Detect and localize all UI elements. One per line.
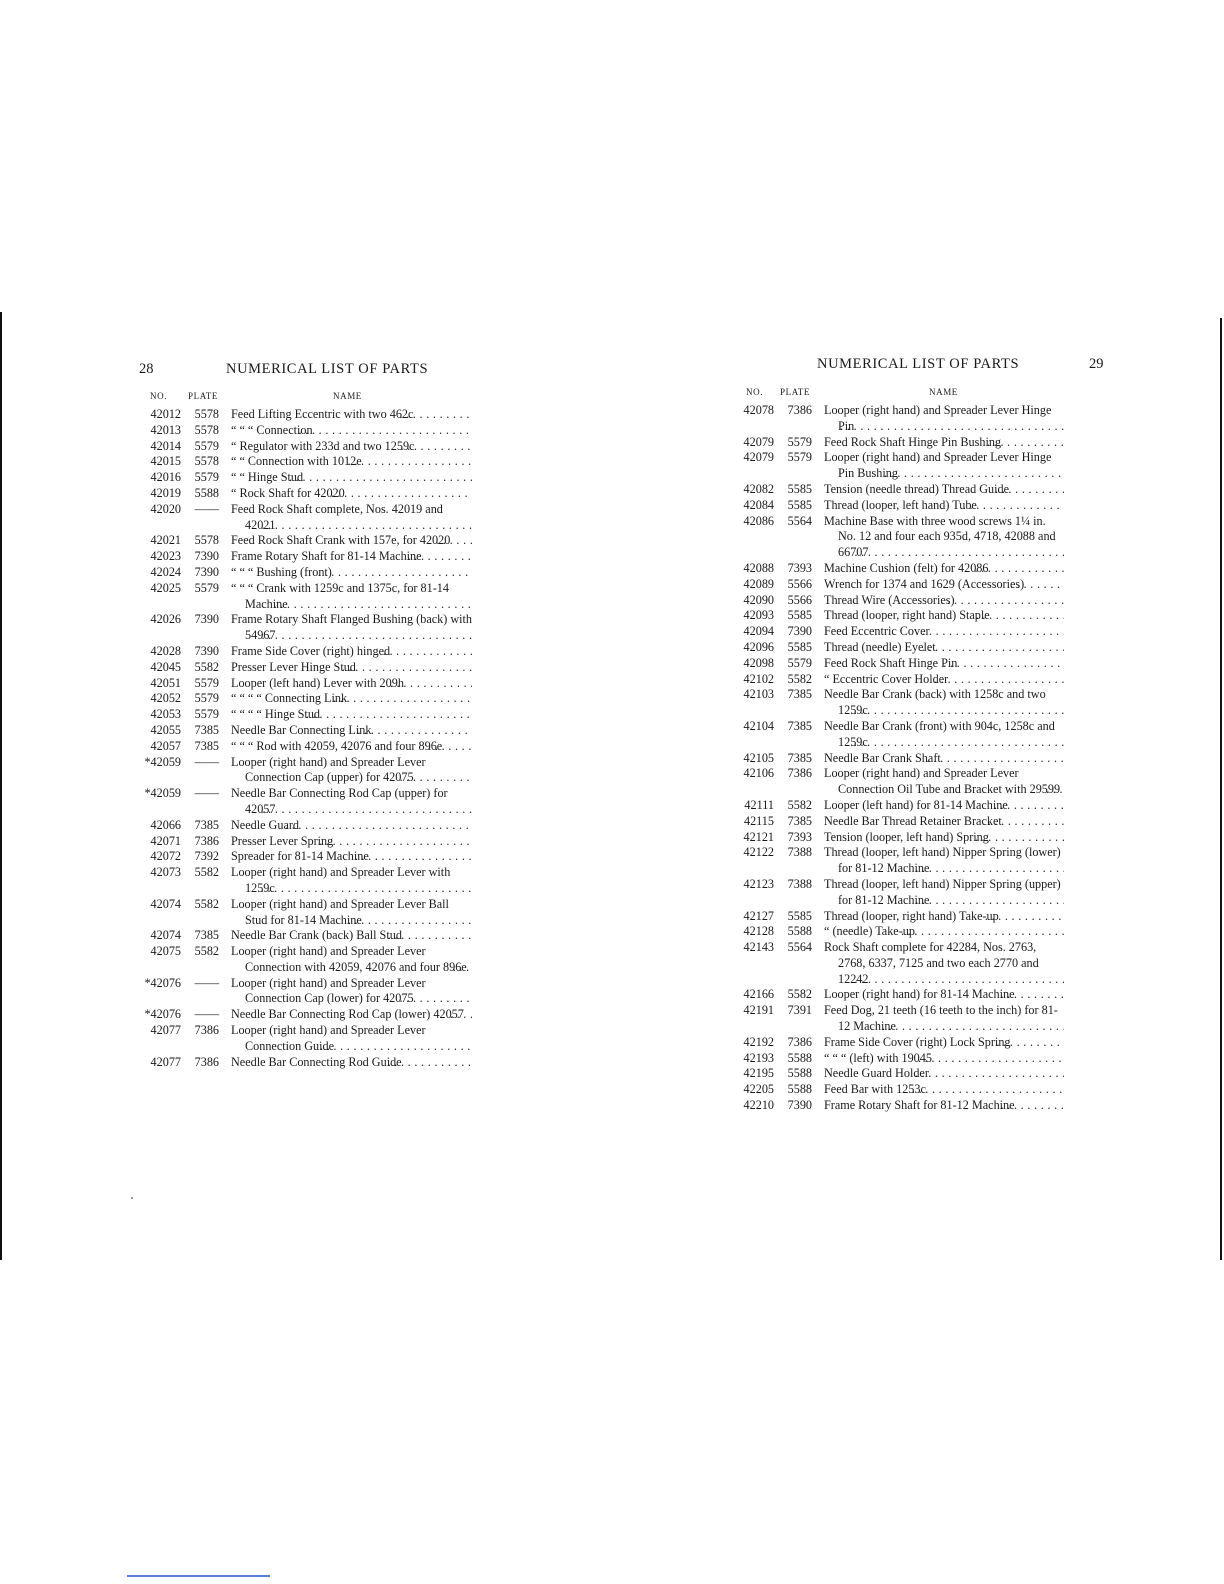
table-row	[734, 924, 1064, 940]
part-number: 42103	[743, 687, 774, 702]
plate-number: 5585	[787, 481, 812, 496]
table-row	[138, 865, 472, 897]
part-number: 42079	[743, 450, 774, 465]
right-page-number: 29	[1089, 356, 1104, 372]
plate-number: 7388	[787, 845, 812, 860]
table-row	[138, 581, 472, 613]
plate-number: 5588	[787, 924, 812, 939]
col-head-plate: PLATE	[188, 391, 218, 401]
part-number: 42079	[743, 434, 774, 449]
col-head-plate: PLATE	[780, 387, 810, 397]
col-head-no: NO.	[746, 387, 764, 397]
part-number: 42102	[743, 671, 774, 686]
part-name: Feed Rock Shaft Hinge Pin Bushing . . .	[824, 435, 1064, 451]
part-name: Presser Lever Spring . . .	[231, 834, 472, 850]
plate-number: 5566	[787, 576, 812, 591]
part-number: 42086	[743, 513, 774, 528]
part-number: 42015	[150, 454, 181, 469]
table-row	[138, 1055, 472, 1071]
part-name: “ “ “ Connection . . .	[231, 423, 472, 439]
part-name: Spreader for 81-14 Machine . . .	[231, 849, 472, 865]
table-row	[734, 719, 1064, 751]
plate-number: 5579	[194, 707, 219, 722]
plate-number: ——	[194, 786, 219, 801]
table-row	[734, 403, 1064, 435]
part-number: 42122	[743, 845, 774, 860]
page-edge-left	[0, 312, 2, 1260]
part-name: Feed Lifting Eccentric with two 462c . . .	[231, 407, 472, 423]
table-row	[138, 423, 472, 439]
part-number: 42105	[743, 750, 774, 765]
plate-number: 5588	[787, 1066, 812, 1081]
part-number: *42059	[144, 754, 181, 769]
table-row	[734, 624, 1064, 640]
plate-number: 5585	[787, 639, 812, 654]
part-name: Needle Bar Crank Shaft . . .	[824, 751, 1064, 767]
part-name: Tension (looper, left hand) Spring . . .	[824, 830, 1064, 846]
plate-number: 7393	[787, 829, 812, 844]
table-row	[734, 672, 1064, 688]
part-name: Needle Bar Thread Retainer Bracket . . .	[824, 814, 1064, 830]
table-row	[138, 486, 472, 502]
plate-number: 5588	[787, 1082, 812, 1097]
table-row	[138, 755, 472, 787]
scan-underline	[127, 1575, 270, 1577]
part-name: “ “ “ “ Connecting Link . . .	[231, 691, 472, 707]
plate-number: 5578	[194, 533, 219, 548]
plate-number: 5585	[787, 497, 812, 512]
table-row	[138, 928, 472, 944]
part-name: Frame Side Cover (right) hinged . . .	[231, 644, 472, 660]
part-number: 42016	[150, 470, 181, 485]
plate-number: 5579	[194, 470, 219, 485]
part-name: “ “ Hinge Stud . . .	[231, 470, 472, 486]
part-name: Feed Eccentric Cover . . .	[824, 624, 1064, 640]
part-name: Looper (right hand) for 81-14 Machine . . .	[824, 987, 1064, 1003]
table-row	[734, 450, 1064, 482]
plate-number: 7386	[787, 1034, 812, 1049]
part-name: Machine Cushion (felt) for 42086 . . .	[824, 561, 1064, 577]
part-number: 42077	[150, 1054, 181, 1069]
plate-number: 5564	[787, 940, 812, 955]
part-name: Looper (left hand) Lever with 209h . . .	[231, 676, 472, 692]
part-number: 42073	[150, 865, 181, 880]
part-number: 42055	[150, 722, 181, 737]
plate-number: 7388	[787, 876, 812, 891]
part-name: “ “ “ Rod with 42059, 42076 and four 896e . . .	[231, 739, 472, 755]
plate-number: ——	[194, 754, 219, 769]
table-row	[138, 1007, 472, 1023]
part-number: 42127	[743, 908, 774, 923]
part-number: 42052	[150, 691, 181, 706]
part-name: Looper (right hand) and Spreader Lever Connection Cap (lower) for 42075 . . .	[231, 976, 472, 1008]
part-number: 42111	[744, 797, 774, 812]
part-name: “ Rock Shaft for 42020 . . .	[231, 486, 472, 502]
table-row	[138, 407, 472, 423]
part-number: 42053	[150, 707, 181, 722]
table-row	[138, 533, 472, 549]
table-row	[734, 1003, 1064, 1035]
table-row	[734, 798, 1064, 814]
table-row	[138, 565, 472, 581]
plate-number: 7390	[194, 549, 219, 564]
right-page-header: NUMERICAL LIST OF PARTS	[817, 356, 1020, 372]
part-name: Looper (right hand) and Spreader Lever with 1259c . . .	[231, 865, 472, 897]
left-page-header: NUMERICAL LIST OF PARTS	[226, 361, 429, 377]
part-name: Frame Side Cover (right) Lock Spring . . .	[824, 1035, 1064, 1051]
part-name: Wrench for 1374 and 1629 (Accessories) . . .	[824, 577, 1064, 593]
plate-number: 7386	[194, 1054, 219, 1069]
part-name: Needle Bar Connecting Link . . .	[231, 723, 472, 739]
part-name: Thread (looper, right hand) Staple . . .	[824, 608, 1064, 624]
part-number: 42106	[743, 766, 774, 781]
table-row	[138, 944, 472, 976]
table-row	[734, 498, 1064, 514]
plate-number: 5579	[787, 655, 812, 670]
plate-number: 5579	[194, 438, 219, 453]
part-number: 42098	[743, 655, 774, 670]
plate-number: 7385	[194, 738, 219, 753]
part-name: Thread (looper, right hand) Take-up . . .	[824, 909, 1064, 925]
part-name: “ Regulator with 233d and two 1259c . . .	[231, 439, 472, 455]
part-number: 42077	[150, 1023, 181, 1038]
table-row	[138, 470, 472, 486]
part-number: 42084	[743, 497, 774, 512]
table-row	[734, 687, 1064, 719]
table-row	[138, 549, 472, 565]
part-name: Feed Rock Shaft complete, Nos. 42019 and 42021 . . .	[231, 502, 472, 534]
part-number: 42166	[743, 987, 774, 1002]
part-number: 42191	[743, 1003, 774, 1018]
plate-number: 7385	[194, 928, 219, 943]
plate-number: 7385	[194, 722, 219, 737]
part-name: Looper (right hand) and Spreader Lever Connection Oil Tube and Bracket with 29599 . . .	[824, 766, 1064, 798]
part-number: 42104	[743, 718, 774, 733]
table-row	[734, 766, 1064, 798]
part-number: 42051	[150, 675, 181, 690]
right-rows	[734, 403, 1064, 1114]
table-row	[734, 656, 1064, 672]
plate-number: 5564	[787, 513, 812, 528]
table-row	[734, 1098, 1064, 1114]
part-name: Feed Dog, 21 teeth (16 teeth to the inch) for 81-12 Machine . . .	[824, 1003, 1064, 1035]
part-number: 42023	[150, 549, 181, 564]
part-name: Feed Rock Shaft Crank with 157e, for 42020 . . .	[231, 533, 472, 549]
part-number: 42072	[150, 849, 181, 864]
plate-number: 5579	[787, 450, 812, 465]
table-row	[734, 830, 1064, 846]
part-number: 42019	[150, 485, 181, 500]
table-row	[138, 439, 472, 455]
part-name: Frame Rotary Shaft for 81-14 Machine . . .	[231, 549, 472, 565]
part-number: 42078	[743, 403, 774, 417]
part-name: Needle Bar Connecting Rod Cap (upper) for 42057 . . .	[231, 786, 472, 818]
plate-number: 5582	[787, 987, 812, 1002]
part-name: “ “ “ (left) with 19045 . . .	[824, 1051, 1064, 1067]
table-row	[734, 1035, 1064, 1051]
plate-number: 7385	[787, 813, 812, 828]
table-row	[138, 454, 472, 470]
part-name: Needle Bar Connecting Rod Cap (lower) 42057 . . .	[231, 1007, 472, 1023]
table-row	[138, 660, 472, 676]
part-number: 42115	[743, 813, 774, 828]
part-number: 42020	[150, 501, 181, 516]
part-name: Needle Bar Crank (back) with 1258c and two 1259c . . .	[824, 687, 1064, 719]
col-head-name: NAME	[929, 387, 958, 397]
part-name: Thread (looper, left hand) Tube . . .	[824, 498, 1064, 514]
table-row	[734, 482, 1064, 498]
plate-number: 7392	[194, 849, 219, 864]
plate-number: 5566	[787, 592, 812, 607]
part-number: 42121	[743, 829, 774, 844]
table-row	[138, 849, 472, 865]
part-name: Needle Bar Crank (back) Ball Stud . . .	[231, 928, 472, 944]
part-name: “ “ “ Bushing (front) . . .	[231, 565, 472, 581]
plate-number: 5582	[194, 865, 219, 880]
part-number: 42210	[743, 1098, 774, 1113]
left-page-number: 28	[139, 361, 154, 377]
page-edge-right	[1220, 318, 1222, 1260]
plate-number: 5588	[787, 1050, 812, 1065]
plate-number: 7385	[194, 817, 219, 832]
part-name: Looper (right hand) and Spreader Lever Hinge Pin . . .	[824, 403, 1064, 435]
plate-number: 5582	[194, 944, 219, 959]
part-name: Needle Guard Holder . . .	[824, 1066, 1064, 1082]
part-number: 42143	[743, 940, 774, 955]
part-number: 42075	[150, 944, 181, 959]
table-row	[138, 691, 472, 707]
table-row	[138, 612, 472, 644]
part-name: “ Eccentric Cover Holder . . .	[824, 672, 1064, 688]
part-name: Presser Lever Hinge Stud . . .	[231, 660, 472, 676]
part-number: 42074	[150, 928, 181, 943]
part-number: 42088	[743, 560, 774, 575]
part-number: 42057	[150, 738, 181, 753]
table-row	[734, 640, 1064, 656]
part-number: 42045	[150, 659, 181, 674]
plate-number: 7390	[787, 1098, 812, 1113]
table-row	[734, 577, 1064, 593]
part-number: 42090	[743, 592, 774, 607]
plate-number: 7386	[787, 766, 812, 781]
part-number: 42012	[150, 407, 181, 421]
part-number: 42094	[743, 624, 774, 639]
part-number: *42059	[144, 786, 181, 801]
plate-number: 7391	[787, 1003, 812, 1018]
plate-number: 7390	[194, 612, 219, 627]
part-name: Needle Bar Connecting Rod Guide . . .	[231, 1055, 472, 1071]
part-number: 42192	[743, 1034, 774, 1049]
part-name: Looper (left hand) for 81-14 Machine . . .	[824, 798, 1064, 814]
table-row	[734, 1051, 1064, 1067]
plate-number: 5579	[194, 675, 219, 690]
plate-number: 7393	[787, 560, 812, 575]
part-name: Tension (needle thread) Thread Guide . . .	[824, 482, 1064, 498]
table-row	[734, 940, 1064, 987]
part-name: Looper (right hand) and Spreader Lever Connection with 42059, 42076 and four 896e . . .	[231, 944, 472, 976]
plate-number: ——	[194, 975, 219, 990]
part-name: Thread Wire (Accessories) . . .	[824, 593, 1064, 609]
part-number: 42193	[743, 1050, 774, 1065]
table-row	[734, 1066, 1064, 1082]
part-name: Frame Rotary Shaft Flanged Bushing (back) with 54967 . . .	[231, 612, 472, 644]
plate-number: 7385	[787, 687, 812, 702]
part-number: 42024	[150, 564, 181, 579]
part-number: 42089	[743, 576, 774, 591]
part-name: “ “ “ Crank with 1259c and 1375c, for 81-14 Machine . . .	[231, 581, 472, 613]
scan-speck	[131, 1197, 133, 1199]
part-name: Looper (right hand) and Spreader Lever Hinge Pin Bushing . . .	[824, 450, 1064, 482]
table-row	[138, 897, 472, 929]
plate-number: 7386	[787, 403, 812, 417]
table-row	[734, 845, 1064, 877]
plate-number: 5579	[194, 691, 219, 706]
plate-number: 5578	[194, 422, 219, 437]
table-row	[734, 561, 1064, 577]
part-number: 42028	[150, 643, 181, 658]
part-name: Frame Rotary Shaft for 81-12 Machine . . .	[824, 1098, 1064, 1114]
part-name: Looper (right hand) and Spreader Lever Connection Guide . . .	[231, 1023, 472, 1055]
table-row	[138, 818, 472, 834]
part-name: “ “ “ “ Hinge Stud . . .	[231, 707, 472, 723]
table-row	[734, 514, 1064, 561]
part-number: 42066	[150, 817, 181, 832]
table-row	[138, 739, 472, 755]
part-number: 42014	[150, 438, 181, 453]
table-row	[138, 676, 472, 692]
plate-number: 5588	[194, 485, 219, 500]
table-row	[138, 1023, 472, 1055]
plate-number: 5585	[787, 908, 812, 923]
part-name: Needle Guard . . .	[231, 818, 472, 834]
part-number: 42205	[743, 1082, 774, 1097]
plate-number: 7390	[194, 643, 219, 658]
part-name: Feed Bar with 1253c . . .	[824, 1082, 1064, 1098]
part-name: “ (needle) Take-up . . .	[824, 924, 1064, 940]
plate-number: ——	[194, 501, 219, 516]
plate-number: 7390	[787, 624, 812, 639]
left-parts-table	[138, 391, 472, 1151]
left-rows	[138, 407, 472, 1070]
table-row	[734, 909, 1064, 925]
plate-number: 5582	[787, 671, 812, 686]
part-number: 42082	[743, 481, 774, 496]
plate-number: ——	[194, 1007, 219, 1022]
table-row	[734, 987, 1064, 1003]
part-name: Feed Rock Shaft Hinge Pin . . .	[824, 656, 1064, 672]
plate-number: 5582	[194, 659, 219, 674]
table-row	[138, 707, 472, 723]
part-name: Thread (looper, left hand) Nipper Spring (upper) for 81-12 Machine . . .	[824, 877, 1064, 909]
part-name: Machine Base with three wood screws 1¼ in. No. 12 and four each 935d, 4718, 42088 and 66707 . . .	[824, 514, 1064, 561]
part-name: Looper (right hand) and Spreader Lever Connection Cap (upper) for 42075 . . .	[231, 755, 472, 787]
table-row	[734, 593, 1064, 609]
part-number: *42076	[144, 1007, 181, 1022]
plate-number: 5585	[787, 608, 812, 623]
part-name: Looper (right hand) and Spreader Lever Ball Stud for 81-14 Machine . . .	[231, 897, 472, 929]
table-row	[138, 976, 472, 1008]
part-name: Thread (needle) Eyelet . . .	[824, 640, 1064, 656]
plate-number: 5579	[787, 434, 812, 449]
part-name: “ “ Connection with 1012e . . .	[231, 454, 472, 470]
table-row	[734, 814, 1064, 830]
plate-number: 7385	[787, 750, 812, 765]
plate-number: 7390	[194, 564, 219, 579]
plate-number: 7386	[194, 1023, 219, 1038]
table-row	[138, 502, 472, 534]
plate-number: 5582	[787, 797, 812, 812]
right-parts-table	[734, 387, 1064, 1147]
part-number: 42025	[150, 580, 181, 595]
plate-number: 5582	[194, 896, 219, 911]
part-number: 42074	[150, 896, 181, 911]
part-number: 42026	[150, 612, 181, 627]
col-head-name: NAME	[333, 391, 362, 401]
part-number: 42123	[743, 876, 774, 891]
part-name: Rock Shaft complete for 42284, Nos. 2763, 2768, 6337, 7125 and two each 2770 and 12242 . . .	[824, 940, 1064, 987]
plate-number: 5578	[194, 407, 219, 421]
plate-number: 7385	[787, 718, 812, 733]
table-row	[734, 877, 1064, 909]
plate-number: 5578	[194, 454, 219, 469]
table-row	[138, 834, 472, 850]
plate-number: 7386	[194, 833, 219, 848]
part-number: 42021	[150, 533, 181, 548]
table-row	[734, 751, 1064, 767]
table-row	[138, 723, 472, 739]
table-row	[734, 1082, 1064, 1098]
table-row	[138, 644, 472, 660]
col-head-no: NO.	[150, 391, 168, 401]
part-number: *42076	[144, 975, 181, 990]
part-number: 42096	[743, 639, 774, 654]
plate-number: 5579	[194, 580, 219, 595]
part-number: 42071	[150, 833, 181, 848]
table-row	[734, 608, 1064, 624]
part-name: Thread (looper, left hand) Nipper Spring (lower) for 81-12 Machine . . .	[824, 845, 1064, 877]
part-number: 42093	[743, 608, 774, 623]
table-row	[734, 435, 1064, 451]
part-number: 42013	[150, 422, 181, 437]
table-row	[138, 786, 472, 818]
part-name: Needle Bar Crank (front) with 904c, 1258c and 1259c . . .	[824, 719, 1064, 751]
part-number: 42128	[743, 924, 774, 939]
part-number: 42195	[743, 1066, 774, 1081]
